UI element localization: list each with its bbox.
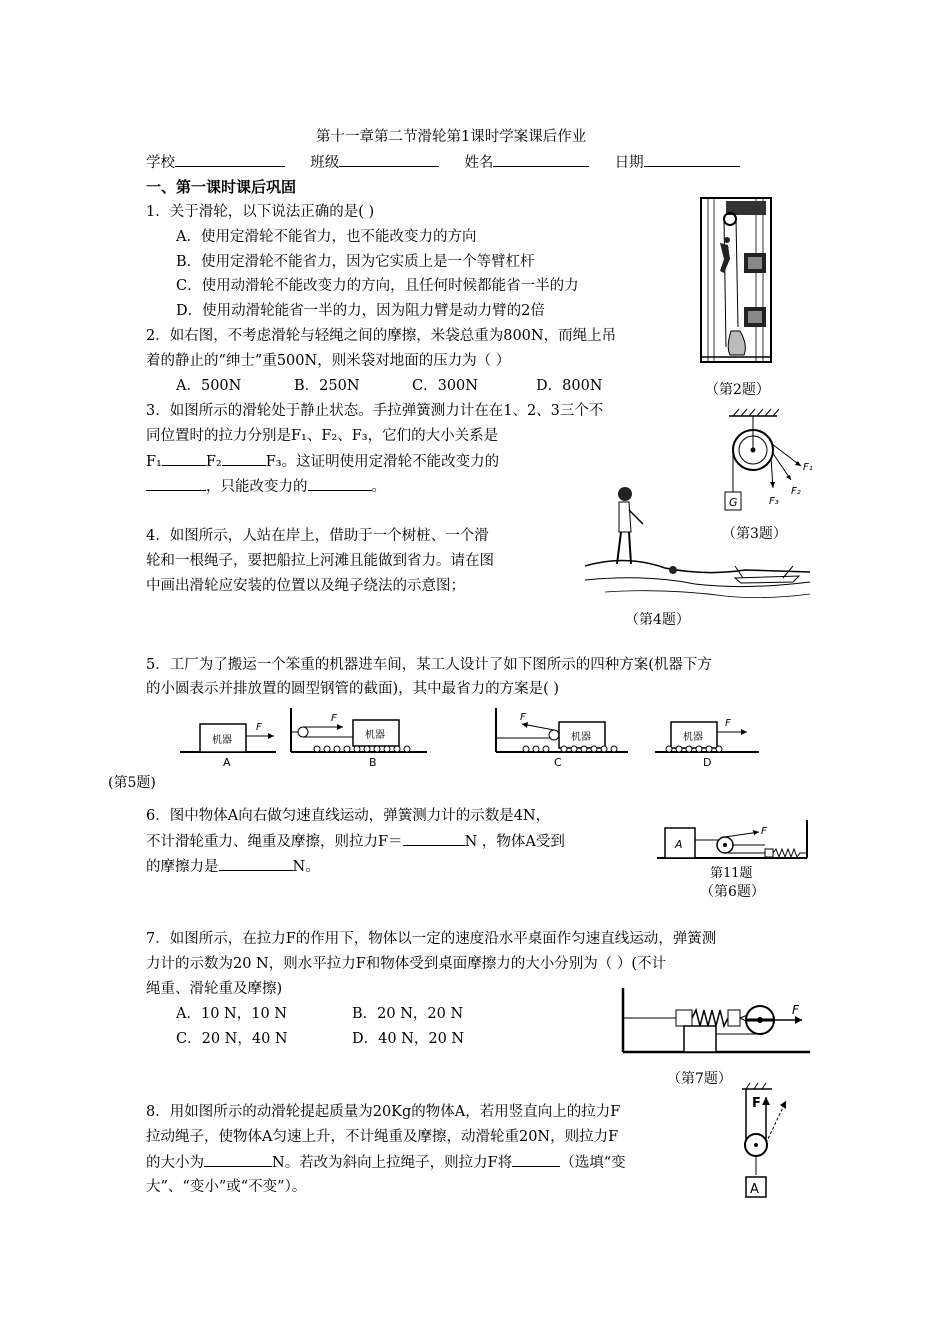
q6-line2-end: N ，物体A受到 [464,834,565,850]
fig6-inner-caption: 第11题 [710,866,753,881]
fig3-caption: （第3题） [722,526,787,542]
fig5b-machine: 机器 [365,730,385,741]
q5-line-2: 的小圆表示并排放置的圆型钢管的截面)，其中最省力的方案是( ) [146,681,560,697]
name-label: 姓名 [464,155,494,171]
fig3-f3-label: F₃ [769,496,779,507]
q6-blank-2[interactable] [219,856,293,871]
q6-line-1: 6．图中物体A向右做匀速直线运动，弹簧测力计的示数是4N， [146,808,551,824]
fig8-f-label: F [752,1096,761,1111]
fig7-caption: （第7题） [667,1071,732,1087]
class-blank[interactable] [339,152,439,167]
q1-option-a: A．使用定滑轮不能省力，也不能改变力的方向 [176,229,477,245]
fig7-diagram [620,988,815,1058]
fig5-label-b: B [369,756,377,769]
fig5-scheme-c [492,708,637,769]
fig3-f2-label: F₂ [791,486,801,497]
q7-line-3: 绳重、滑轮重及摩擦) [146,981,283,997]
q3-line-1: 3．如图所示的滑轮处于静止状态。手拉弹簧测力计在在1、2、3三个不 [146,403,604,419]
q4-line-2: 轮和一根绳子，要把船拉上河滩且能做到省力。请在图 [146,553,494,569]
name-blank[interactable] [493,152,589,167]
q7-option-a: A．10 N，10 N [176,1006,287,1022]
school-blank[interactable] [175,152,285,167]
q3-line-3 [146,451,499,472]
fig5-scheme-b [287,708,437,769]
fig5-caption: (第5题) [108,775,156,791]
fig5-scheme-d [655,714,765,769]
class-label: 班级 [310,155,340,171]
fig6-a-label: A [675,838,683,851]
q8-line-3 [146,1152,626,1173]
q3-blank-1[interactable] [162,451,206,466]
fig5c-f: F [520,712,526,723]
section-heading: 一、第一课时课后巩固 [146,178,297,196]
fig8-diagram [732,1083,792,1203]
q8-line-1: 8．用如图所示的动滑轮提起质量为20Kg的物体A，若用竖直向上的拉力F [146,1104,621,1120]
date-label: 日期 [614,155,644,171]
q3-line4-end: 。 [371,479,386,495]
q2-option-c: C．300N [412,378,478,394]
fig6-diagram [655,820,813,864]
q3-line4-text: ，只能改变力的 [206,479,308,495]
fig5a-f: F [256,722,262,733]
fig5-label-d: D [703,756,712,769]
q8-blank-2[interactable] [512,1152,560,1167]
fig5c-machine: 机器 [571,732,591,743]
q4-line-1: 4．如图所示，人站在岸上，借助于一个树桩、一个滑 [146,528,489,544]
q8-line-4: 大”、“变小”或“不变”）。 [146,1179,307,1195]
q6-line-3 [146,856,320,877]
q2-line-1: 2．如右图，不考虑滑轮与轻绳之间的摩擦，米袋总重为800N，而绳上吊 [146,328,617,344]
fig5a-machine: 机器 [212,735,232,746]
q8-line3-mid: N。若改为斜向上拉绳子，则拉力F将 [272,1155,513,1171]
q3-f2: F₂ [205,454,222,470]
q6-line3-end: N。 [292,859,320,875]
q8-line3-end: （选填“变 [560,1155,626,1171]
fig5-label-c: C [554,756,562,769]
q1-stem: 1．关于滑轮，以下说法正确的是( ) [146,204,375,220]
q8-line3-text: 的大小为 [146,1155,204,1171]
q3-f3-text: F₃。这证明使用定滑轮不能改变力的 [265,454,500,470]
fig5d-machine: 机器 [683,732,703,743]
q8-blank-1[interactable] [204,1152,272,1167]
q1-option-c: C．使用动滑轮不能改变力的方向，且任何时候都能省一半的力 [176,278,579,294]
q7-line-2: 力计的示数为20 N，则水平拉力F和物体受到桌面摩擦力的大小分别为（ ）(不计 [146,956,667,972]
fig3-f1-label: F₁ [803,462,813,473]
q3-f1: F₁ [146,454,162,470]
school-label: 学校 [146,155,175,171]
fig4-caption: （第4题） [625,612,690,628]
fig2-caption: （第2题） [705,382,770,398]
page-title: 第十一章第二节滑轮第1课时学案课后作业 [316,129,587,145]
q2-option-a: A．500N [176,378,242,394]
fig5-label-a: A [223,756,231,769]
q7-option-d: D．40 N，20 N [352,1031,465,1047]
q7-line-1: 7．如图所示，在拉力F的作用下，物体以一定的速度沿水平桌面作匀速直线运动，弹簧测 [146,931,717,947]
q3-line-2: 同位置时的拉力分别是F₁、F₂、F₃，它们的大小关系是 [146,428,499,444]
q6-blank-1[interactable] [403,831,465,846]
fig6-caption: （第6题） [700,884,765,900]
q1-option-b: B．使用定滑轮不能省力，因为它实质上是一个等臂杠杆 [176,254,535,270]
q4-line-3: 中画出滑轮应安装的位置以及绳子绕法的示意图； [146,578,465,594]
fig3-g-label: G [729,496,738,509]
date-blank[interactable] [644,152,740,167]
q6-line2-text: 不计滑轮重力、绳重及摩擦，则拉力F＝ [146,834,403,850]
q5-line-1: 5．工厂为了搬运一个笨重的机器进车间，某工人设计了如下图所示的四种方案(机器下方 [146,657,712,673]
fig6-f-label: F [761,826,767,837]
q8-line-2: 拉动绳子，使物体A匀速上升，不计绳重及摩擦，动滑轮重20N，则拉力F [146,1129,619,1145]
q1-option-d: D．使用动滑轮能省一半的力，因为阻力臂是动力臂的2倍 [176,303,545,319]
q7-option-b: B．20 N，20 N [352,1006,464,1022]
q6-line3-text: 的摩擦力是 [146,859,219,875]
q2-option-b: B．250N [294,378,360,394]
fig4-diagram [585,484,810,606]
q3-blank-2[interactable] [222,451,266,466]
q2-option-d: D．800N [536,378,603,394]
q6-line-2 [146,831,565,852]
q3-blank-3[interactable] [146,476,206,491]
q7-option-c: C．20 N，40 N [176,1031,288,1047]
fig7-f-label: F [792,1003,799,1017]
fig5-scheme-a [180,714,280,769]
fig5d-f: F [725,718,731,729]
q3-line-4 [146,476,386,497]
q2-line-2: 着的静止的“绅士”重500N，则米袋对地面的压力为（ ） [146,353,511,369]
fig5b-f: F [331,713,337,724]
q3-blank-4[interactable] [308,476,372,491]
fig2-diagram [700,197,772,363]
header-row [146,152,740,173]
fig8-a-label: A [750,1182,759,1197]
